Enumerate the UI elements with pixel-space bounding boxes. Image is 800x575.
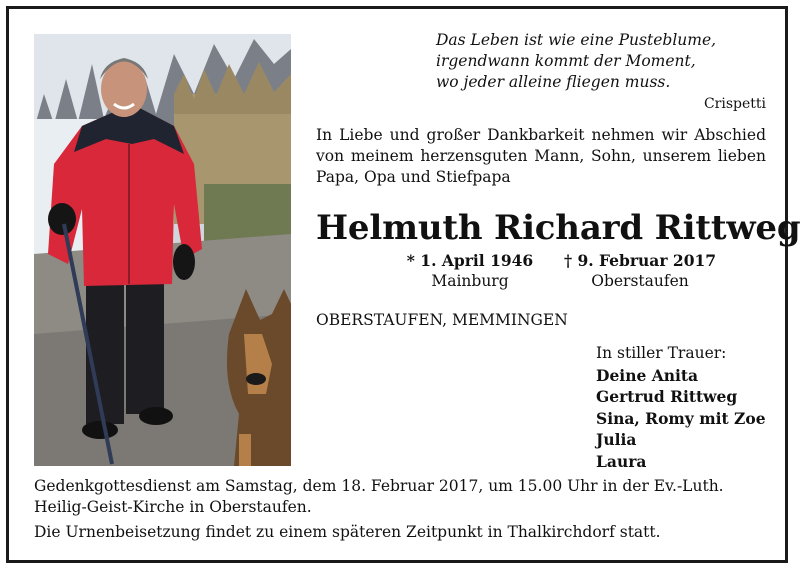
urn-burial-info: Die Urnenbeisetzung findet zu einem späteren Zeitpunkt in Thalkirchdorf statt. — [34, 523, 661, 541]
memorial-service-info: Gedenkgottesdienst am Samstag, dem 18. Februar 2017, um 15.00 Uhr in der Ev.-Luth. Heilig-Geist-Kirche in Oberstaufen. — [34, 477, 724, 516]
mourners-block — [596, 343, 776, 472]
location-line: OBERSTAUFEN, MEMMINGEN — [316, 311, 568, 329]
portrait-photo — [34, 34, 291, 466]
poem-line: wo jeder alleine fliegen muss. — [436, 73, 671, 91]
mourner-name: Deine Anita — [596, 365, 699, 385]
poem-line: irgendwann kommt der Moment, — [436, 52, 696, 70]
death-date: † 9. Februar 2017 — [563, 251, 717, 270]
mourner-name: Gertrud Rittweg — [596, 387, 738, 406]
farewell-intro: In Liebe und großer Dankbarkeit nehmen wir Abschied von meinem herzensguten Mann, Sohn, unserem lieben Papa, Opa und Stiefpapa — [316, 126, 766, 186]
poem-author: Crispetti — [703, 96, 766, 112]
mourner-name: Sina, Romy mit Zoe — [596, 408, 766, 428]
poem-line: Das Leben ist wie eine Pusteblume, — [436, 31, 717, 49]
mourners-heading: In stiller Trauer: — [596, 344, 727, 362]
mourner-name: Julia — [596, 430, 637, 449]
birth-info — [375, 250, 565, 292]
poem-quote — [436, 30, 766, 114]
birth-place: Mainburg — [431, 272, 509, 290]
death-place: Oberstaufen — [591, 272, 689, 290]
mourner-name: Laura — [596, 451, 647, 471]
deceased-name: Helmuth Richard Rittweg — [316, 208, 800, 248]
portrait-photo-illustration — [34, 34, 291, 466]
birth-date: * 1. April 1946 — [406, 251, 534, 270]
death-info — [545, 250, 735, 292]
